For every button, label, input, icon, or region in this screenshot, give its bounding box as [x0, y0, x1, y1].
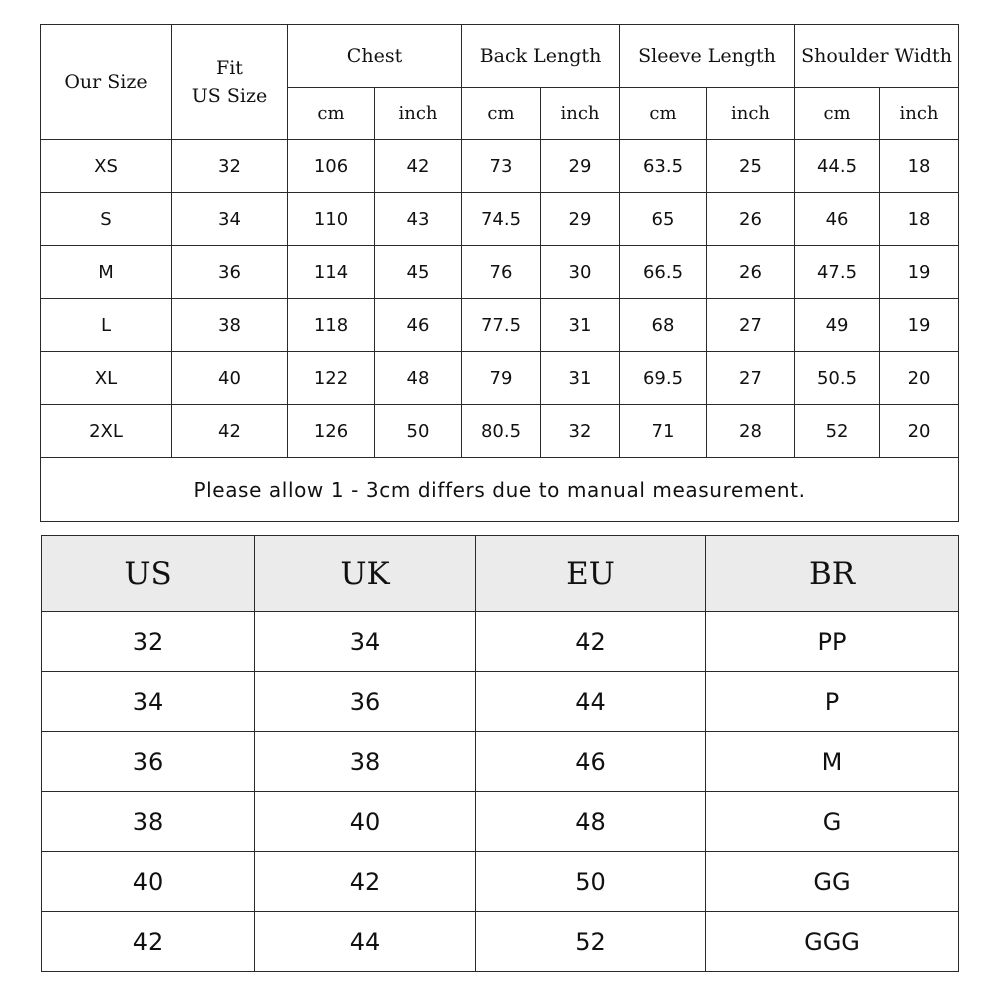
header-fit-us-size	[172, 25, 288, 140]
cell-shoulder-inch: 20	[880, 405, 959, 458]
cell-us-size: 32	[172, 140, 288, 193]
conversion-body	[42, 612, 959, 972]
unit-inch: inch	[707, 88, 795, 140]
table-row	[41, 299, 959, 352]
cell-eu: 50	[476, 852, 706, 912]
cell-us-size: 40	[172, 352, 288, 405]
cell-chest-cm: 122	[288, 352, 375, 405]
cell-us-size: 36	[172, 246, 288, 299]
cell-shoulder-inch: 18	[880, 140, 959, 193]
size-conversion-table	[41, 535, 959, 972]
unit-cm: cm	[288, 88, 375, 140]
header-uk: UK	[255, 536, 476, 612]
cell-back-cm: 77.5	[462, 299, 541, 352]
cell-sleeve-cm: 71	[620, 405, 707, 458]
table-row	[41, 246, 959, 299]
cell-eu: 48	[476, 792, 706, 852]
cell-shoulder-cm: 50.5	[795, 352, 880, 405]
cell-us: 42	[42, 912, 255, 972]
cell-eu: 44	[476, 672, 706, 732]
cell-us: 38	[42, 792, 255, 852]
unit-cm: cm	[620, 88, 707, 140]
cell-shoulder-inch: 20	[880, 352, 959, 405]
cell-chest-cm: 106	[288, 140, 375, 193]
table-row	[42, 792, 959, 852]
cell-br: GGG	[706, 912, 959, 972]
cell-chest-cm: 110	[288, 193, 375, 246]
cell-chest-cm: 126	[288, 405, 375, 458]
unit-inch: inch	[880, 88, 959, 140]
cell-back-inch: 29	[541, 140, 620, 193]
cell-back-cm: 76	[462, 246, 541, 299]
cell-eu: 42	[476, 612, 706, 672]
cell-shoulder-cm: 52	[795, 405, 880, 458]
cell-our-size: M	[41, 246, 172, 299]
cell-us-size: 34	[172, 193, 288, 246]
size-chart-body	[41, 140, 959, 522]
unit-inch: inch	[375, 88, 462, 140]
cell-back-cm: 74.5	[462, 193, 541, 246]
cell-br: PP	[706, 612, 959, 672]
cell-back-inch: 30	[541, 246, 620, 299]
cell-shoulder-cm: 47.5	[795, 246, 880, 299]
cell-br: GG	[706, 852, 959, 912]
cell-back-cm: 80.5	[462, 405, 541, 458]
cell-sleeve-cm: 66.5	[620, 246, 707, 299]
header-our-size: Our Size	[41, 25, 172, 140]
header-fit-line2: US Size	[191, 85, 268, 107]
cell-shoulder-inch: 18	[880, 193, 959, 246]
table-row	[42, 852, 959, 912]
cell-back-inch: 31	[541, 299, 620, 352]
cell-sleeve-cm: 69.5	[620, 352, 707, 405]
cell-back-inch: 31	[541, 352, 620, 405]
cell-our-size: XS	[41, 140, 172, 193]
cell-us: 34	[42, 672, 255, 732]
cell-uk: 36	[255, 672, 476, 732]
table-row	[42, 672, 959, 732]
cell-sleeve-cm: 68	[620, 299, 707, 352]
table-row	[42, 732, 959, 792]
cell-uk: 44	[255, 912, 476, 972]
cell-our-size: S	[41, 193, 172, 246]
table-row	[42, 612, 959, 672]
unit-cm: cm	[462, 88, 541, 140]
cell-chest-cm: 114	[288, 246, 375, 299]
conversion-header-row	[42, 536, 959, 612]
cell-eu: 52	[476, 912, 706, 972]
table-row	[41, 405, 959, 458]
cell-uk: 42	[255, 852, 476, 912]
cell-us: 32	[42, 612, 255, 672]
cell-back-inch: 29	[541, 193, 620, 246]
header-shoulder-width: Shoulder Width	[795, 25, 959, 88]
cell-back-inch: 32	[541, 405, 620, 458]
cell-chest-inch: 48	[375, 352, 462, 405]
table-row	[41, 140, 959, 193]
header-fit-line1: Fit	[216, 57, 243, 79]
unit-inch: inch	[541, 88, 620, 140]
header-chest: Chest	[288, 25, 462, 88]
header-us: US	[42, 536, 255, 612]
cell-back-cm: 73	[462, 140, 541, 193]
cell-back-cm: 79	[462, 352, 541, 405]
cell-shoulder-cm: 44.5	[795, 140, 880, 193]
cell-sleeve-inch: 26	[707, 193, 795, 246]
cell-shoulder-inch: 19	[880, 299, 959, 352]
cell-shoulder-inch: 19	[880, 246, 959, 299]
cell-eu: 46	[476, 732, 706, 792]
cell-sleeve-inch: 27	[707, 299, 795, 352]
table-row	[41, 352, 959, 405]
cell-sleeve-inch: 28	[707, 405, 795, 458]
cell-sleeve-cm: 65	[620, 193, 707, 246]
cell-br: P	[706, 672, 959, 732]
cell-uk: 38	[255, 732, 476, 792]
cell-chest-inch: 45	[375, 246, 462, 299]
header-br: BR	[706, 536, 959, 612]
cell-shoulder-cm: 46	[795, 193, 880, 246]
cell-our-size: XL	[41, 352, 172, 405]
note-row	[41, 458, 959, 522]
cell-chest-inch: 42	[375, 140, 462, 193]
cell-br: G	[706, 792, 959, 852]
cell-chest-inch: 50	[375, 405, 462, 458]
cell-shoulder-cm: 49	[795, 299, 880, 352]
cell-our-size: 2XL	[41, 405, 172, 458]
cell-chest-inch: 43	[375, 193, 462, 246]
cell-us-size: 42	[172, 405, 288, 458]
measurement-note: Please allow 1 - 3cm differs due to manual measurement.	[41, 458, 959, 522]
size-chart-table	[40, 24, 959, 522]
cell-uk: 40	[255, 792, 476, 852]
cell-sleeve-inch: 26	[707, 246, 795, 299]
cell-sleeve-inch: 27	[707, 352, 795, 405]
cell-us-size: 38	[172, 299, 288, 352]
cell-chest-cm: 118	[288, 299, 375, 352]
header-sleeve-length: Sleeve Length	[620, 25, 795, 88]
cell-us: 40	[42, 852, 255, 912]
cell-chest-inch: 46	[375, 299, 462, 352]
cell-br: M	[706, 732, 959, 792]
unit-cm: cm	[795, 88, 880, 140]
cell-our-size: L	[41, 299, 172, 352]
table-row	[41, 193, 959, 246]
header-back-length: Back Length	[462, 25, 620, 88]
table-row	[42, 912, 959, 972]
cell-sleeve-cm: 63.5	[620, 140, 707, 193]
header-eu: EU	[476, 536, 706, 612]
cell-us: 36	[42, 732, 255, 792]
cell-sleeve-inch: 25	[707, 140, 795, 193]
cell-uk: 34	[255, 612, 476, 672]
